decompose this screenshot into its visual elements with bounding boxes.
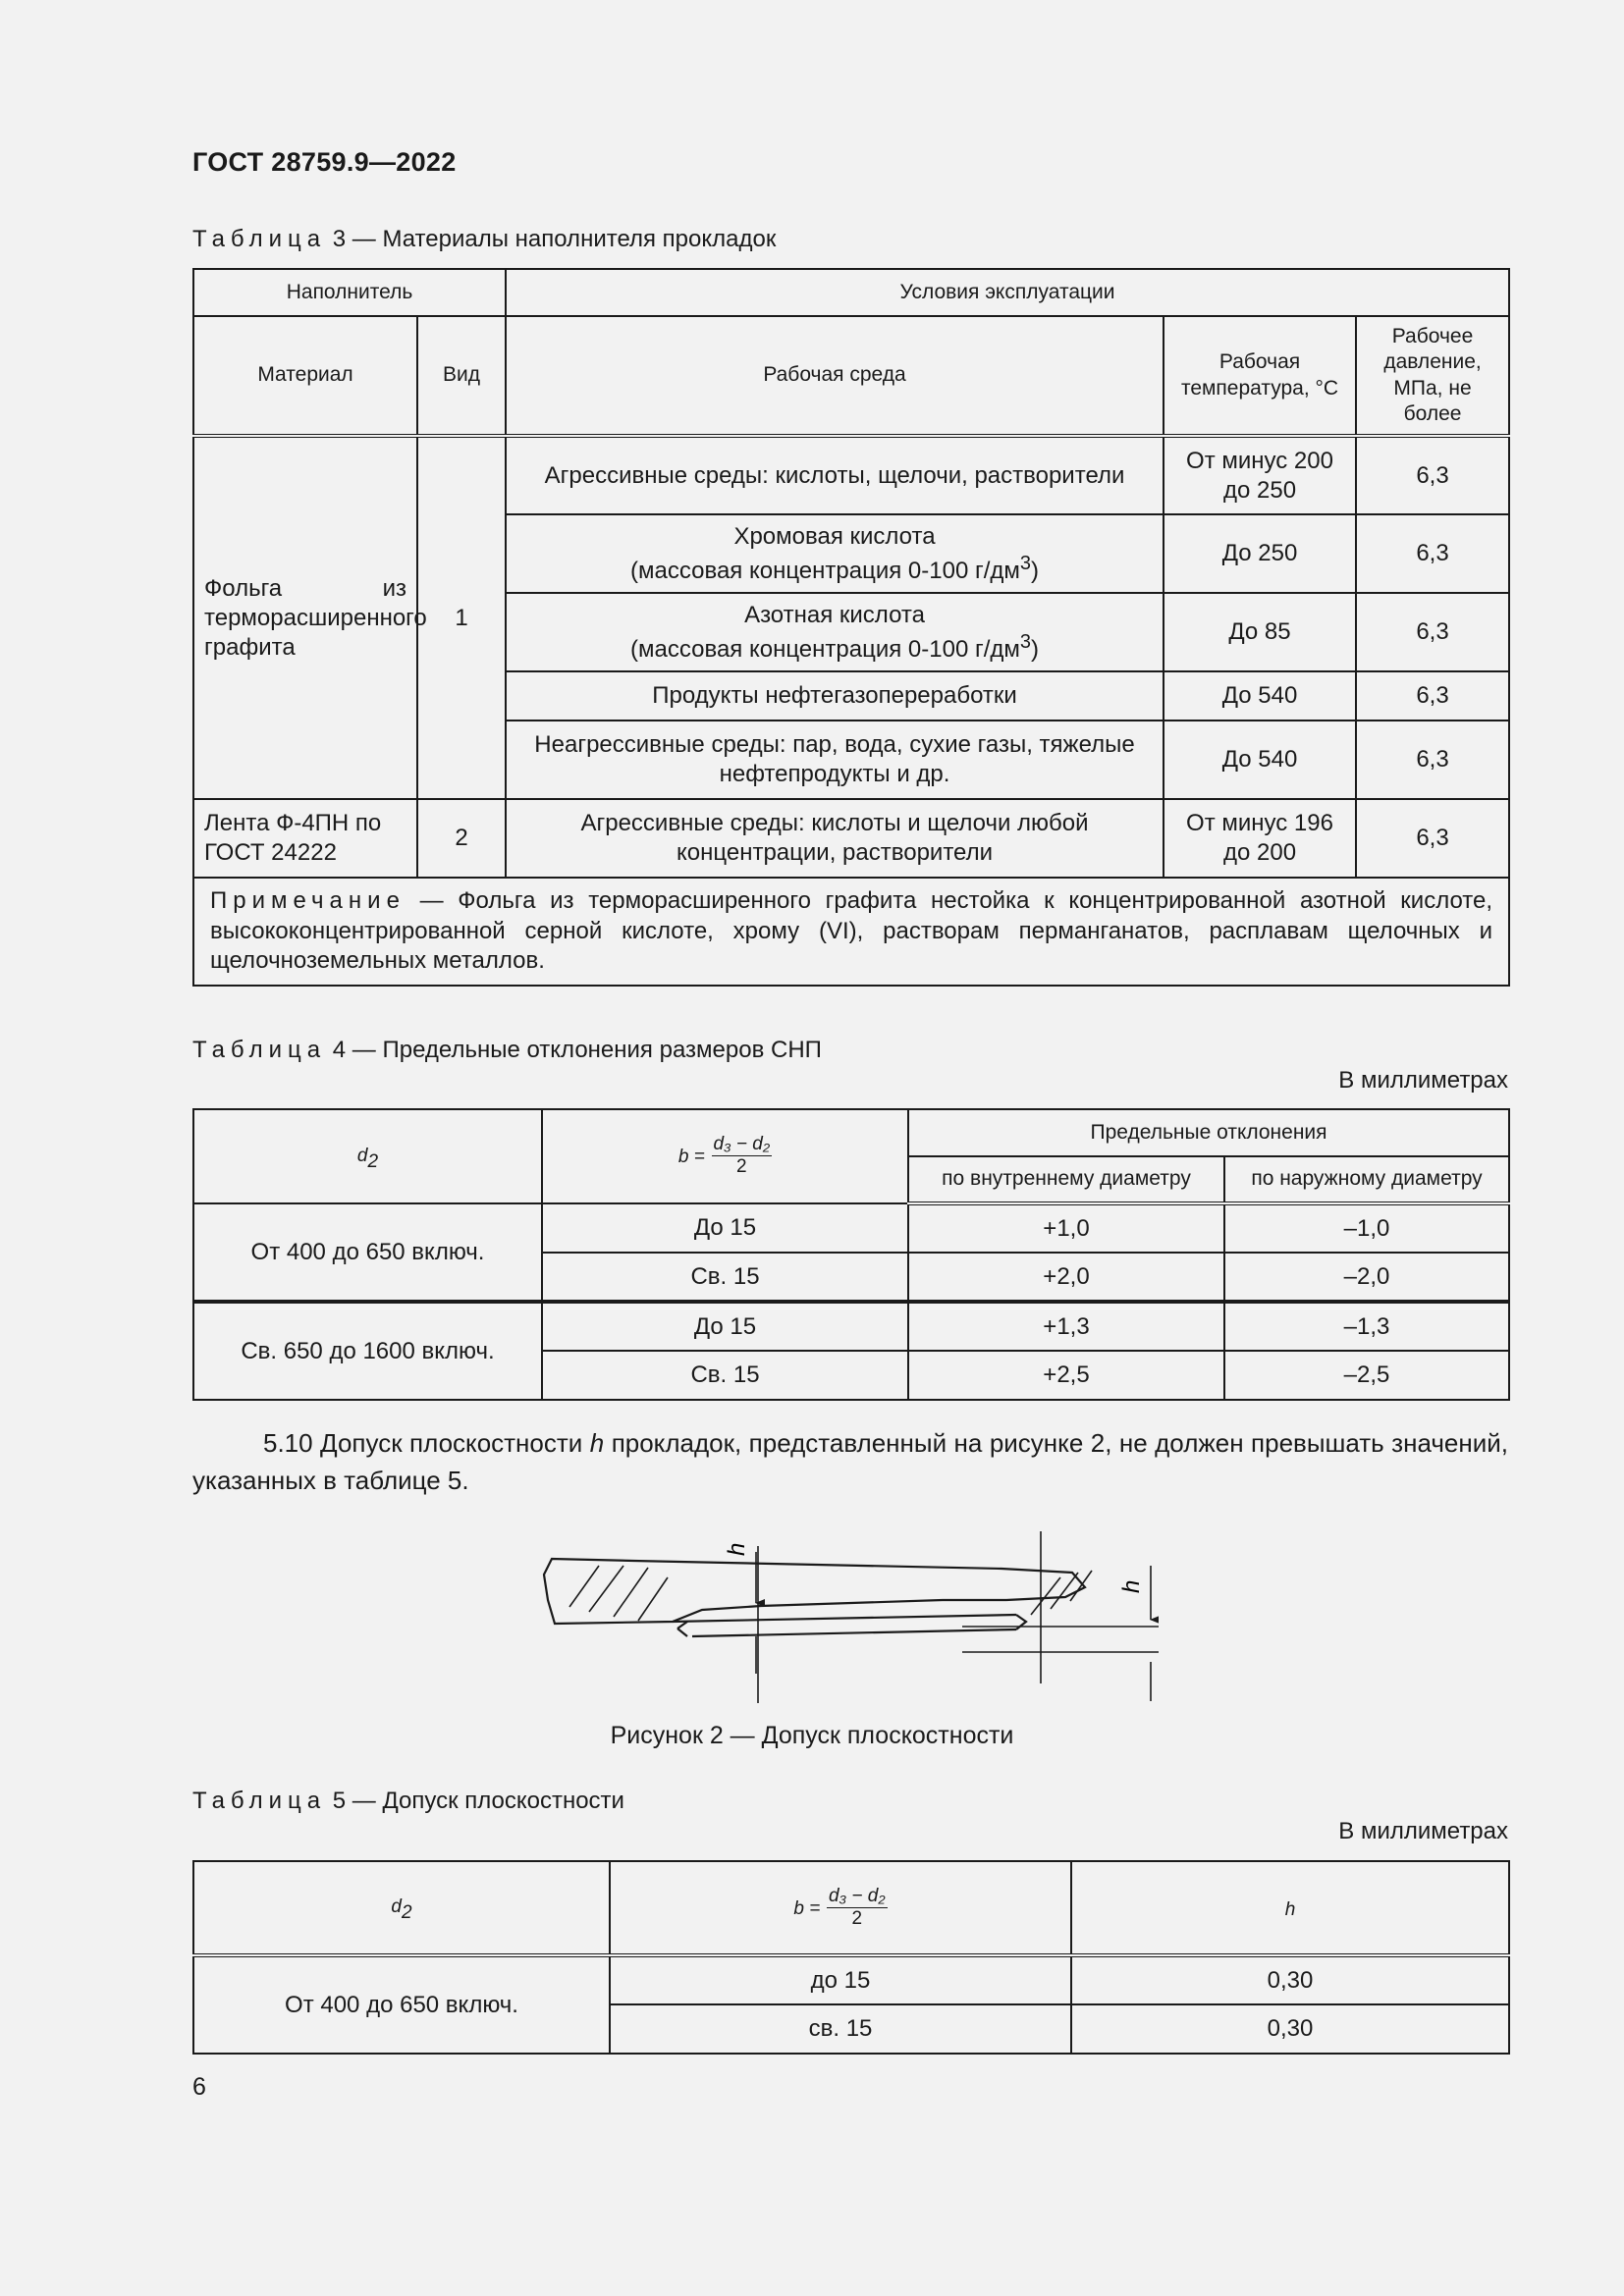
table5-head-d2-var: d — [391, 1896, 402, 1918]
table4-head-b-fraction — [712, 1135, 773, 1178]
table3-temp: До 540 — [1164, 721, 1356, 799]
table4-head-d2-var: d — [356, 1145, 368, 1166]
table5-head-d2-sub: 2 — [402, 1902, 412, 1924]
table4-outer: –1,3 — [1224, 1302, 1509, 1351]
table3-head-pressure: Рабочее давление, МПа, не более — [1356, 316, 1509, 436]
table3-head-kind: Вид — [417, 316, 506, 436]
figure-2-caption: Рисунок 2 — Допуск плоскостности — [610, 1722, 1014, 1749]
table3-pressure: 6,3 — [1356, 671, 1509, 721]
table4-head-d2-sub: 2 — [367, 1150, 379, 1172]
table3-note — [193, 878, 1509, 986]
table4-b: Св. 15 — [542, 1351, 908, 1400]
paragraph-5-10 — [192, 1425, 1508, 1499]
table5-head-h — [1071, 1861, 1509, 1955]
table5-h: 0,30 — [1071, 1955, 1509, 2004]
table3-caption-word: Таблица — [192, 226, 327, 252]
table5-head-b-den: 2 — [851, 1907, 863, 1929]
table4-outer: –1,0 — [1224, 1203, 1509, 1253]
table3-caption-text: 3 — Материалы наполнителя прокладок — [332, 226, 777, 252]
table5-h: 0,30 — [1071, 2004, 1509, 2054]
table3-medium-note-close: ) — [1031, 635, 1040, 663]
table3-temp: До 85 — [1164, 593, 1356, 671]
table4-caption-text: 4 — Предельные отклонения размеров СНП — [332, 1037, 822, 1063]
table3-medium-note-sup: 3 — [1019, 552, 1032, 574]
table3-pressure: 6,3 — [1356, 799, 1509, 878]
hatching — [569, 1566, 1092, 1621]
table4-inner: +1,0 — [908, 1203, 1224, 1253]
table3 — [192, 268, 1510, 987]
table4-range: Св. 650 до 1600 включ. — [193, 1302, 542, 1400]
table3-temp: До 540 — [1164, 671, 1356, 721]
table4-caption-word: Таблица — [192, 1037, 327, 1063]
para-5-10-var: h — [589, 1428, 605, 1458]
table3-material-tape: Лента Ф-4ПН по ГОСТ 24222 — [193, 799, 417, 878]
table3-medium-note-sup: 3 — [1019, 630, 1032, 653]
dimension-lines — [756, 1531, 1159, 1703]
table3-head-medium: Рабочая среда — [506, 316, 1164, 436]
table3-note-word: Примечание — [210, 887, 406, 914]
table4-inner: +2,5 — [908, 1351, 1224, 1400]
table4-head-b-lhs: b = — [677, 1147, 705, 1168]
table3-head-temperature: Рабочая температура, °С — [1164, 316, 1356, 436]
table3-material-foil: Фольга из терморасширенного графита — [193, 436, 417, 799]
table3-temp: До 250 — [1164, 514, 1356, 593]
table3-pressure: 6,3 — [1356, 721, 1509, 799]
gasket-outline — [544, 1559, 1085, 1636]
table5-caption-word: Таблица — [192, 1788, 327, 1814]
table3-head-conditions: Условия эксплуатации — [506, 269, 1509, 316]
standard-code: ГОСТ 28759.9—2022 — [192, 147, 457, 177]
table3-medium-note — [516, 630, 1153, 665]
table3-pressure: 6,3 — [1356, 436, 1509, 514]
table4-head-inner: по внутреннему диаметру — [908, 1156, 1224, 1203]
table4-units: В миллиметрах — [1338, 1067, 1508, 1094]
table5-units: В миллиметрах — [1338, 1818, 1508, 1844]
table3-medium-main: Хромовая кислота — [733, 522, 936, 550]
table5-range: От 400 до 650 включ. — [193, 1955, 610, 2054]
table4-outer: –2,0 — [1224, 1253, 1509, 1302]
table3-kind-2: 2 — [417, 799, 506, 878]
table4-b: До 15 — [542, 1302, 908, 1351]
table3-pressure: 6,3 — [1356, 514, 1509, 593]
table3-head-material: Материал — [193, 316, 417, 436]
table3-kind-1: 1 — [417, 436, 506, 799]
table3-caption — [192, 226, 776, 253]
figure-2-drawing — [530, 1526, 1159, 1703]
table3-head-filler: Наполнитель — [193, 269, 506, 316]
table4-inner: +2,0 — [908, 1253, 1224, 1302]
table4-head-b-den: 2 — [736, 1156, 747, 1177]
table5-head-b — [610, 1861, 1071, 1955]
table3-temp: От минус 196 до 200 — [1164, 799, 1356, 878]
table3-medium-main: Азотная кислота — [744, 601, 925, 628]
table5-caption-text: 5 — Допуск плоскостности — [332, 1788, 624, 1814]
table5-head-b-fraction — [827, 1887, 888, 1930]
para-5-10-before: 5.10 Допуск плоскостности — [263, 1428, 583, 1458]
table4-range: От 400 до 650 включ. — [193, 1203, 542, 1302]
table3-medium-note-text: (массовая концентрация 0-100 г/дм — [630, 635, 1020, 663]
table5-head-b-lhs: b = — [793, 1897, 821, 1919]
page-number: 6 — [192, 2073, 206, 2101]
table3-medium-note-close: ) — [1031, 557, 1040, 584]
para-5-10-after: прокладок, представленный на рисунке 2, не должен превышать значений, указанных в таблице 5. — [192, 1428, 1508, 1495]
table4-caption — [192, 1037, 822, 1064]
table4-head-d2 — [193, 1109, 542, 1203]
table3-medium-note — [516, 552, 1153, 586]
table4-outer: –2,5 — [1224, 1351, 1509, 1400]
table3-medium: Продукты нефтегазопереработки — [506, 671, 1164, 721]
figure-2-label-left: h — [724, 1542, 750, 1556]
table3-medium: Агрессивные среды: кислоты и щелочи любой концентрации, растворители — [506, 799, 1164, 878]
table4-inner: +1,3 — [908, 1302, 1224, 1351]
table5-b: св. 15 — [610, 2004, 1071, 2054]
table3-note-text: — Фольга из терморасширенного графита нестойка к концентрированной азотной кислоте, высококонцентрированной серной кислоте, хрому (VI), растворам перманганатов, расплавам щелочных и щелочноземельных металлов. — [210, 887, 1493, 975]
table3-medium-note-text: (массовая концентрация 0-100 г/дм — [630, 557, 1020, 584]
table5-head-d2 — [193, 1861, 610, 1955]
table4-head-b — [542, 1109, 908, 1203]
table3-temp: От минус 200 до 250 — [1164, 436, 1356, 514]
table5-caption — [192, 1788, 624, 1815]
figure-2-label-right: h — [1118, 1579, 1145, 1593]
table5 — [192, 1860, 1510, 2055]
table3-medium — [506, 593, 1164, 671]
table3-medium — [506, 514, 1164, 593]
table3-medium: Неагрессивные среды: пар, вода, сухие газы, тяжелые нефтепродукты и др. — [506, 721, 1164, 799]
table3-medium: Агрессивные среды: кислоты, щелочи, растворители — [506, 436, 1164, 514]
table3-pressure: 6,3 — [1356, 593, 1509, 671]
table4-head-b-num: d₃ − d₂ — [713, 1134, 771, 1155]
table5-b: до 15 — [610, 1955, 1071, 2004]
table5-head-h-var: h — [1284, 1898, 1296, 1920]
table4 — [192, 1108, 1510, 1401]
table5-head-b-num: d₃ − d₂ — [829, 1885, 886, 1906]
table4-b: До 15 — [542, 1203, 908, 1253]
table4-b: Св. 15 — [542, 1253, 908, 1302]
table4-head-limits: Предельные отклонения — [908, 1109, 1509, 1156]
table4-head-outer: по наружному диаметру — [1224, 1156, 1509, 1203]
